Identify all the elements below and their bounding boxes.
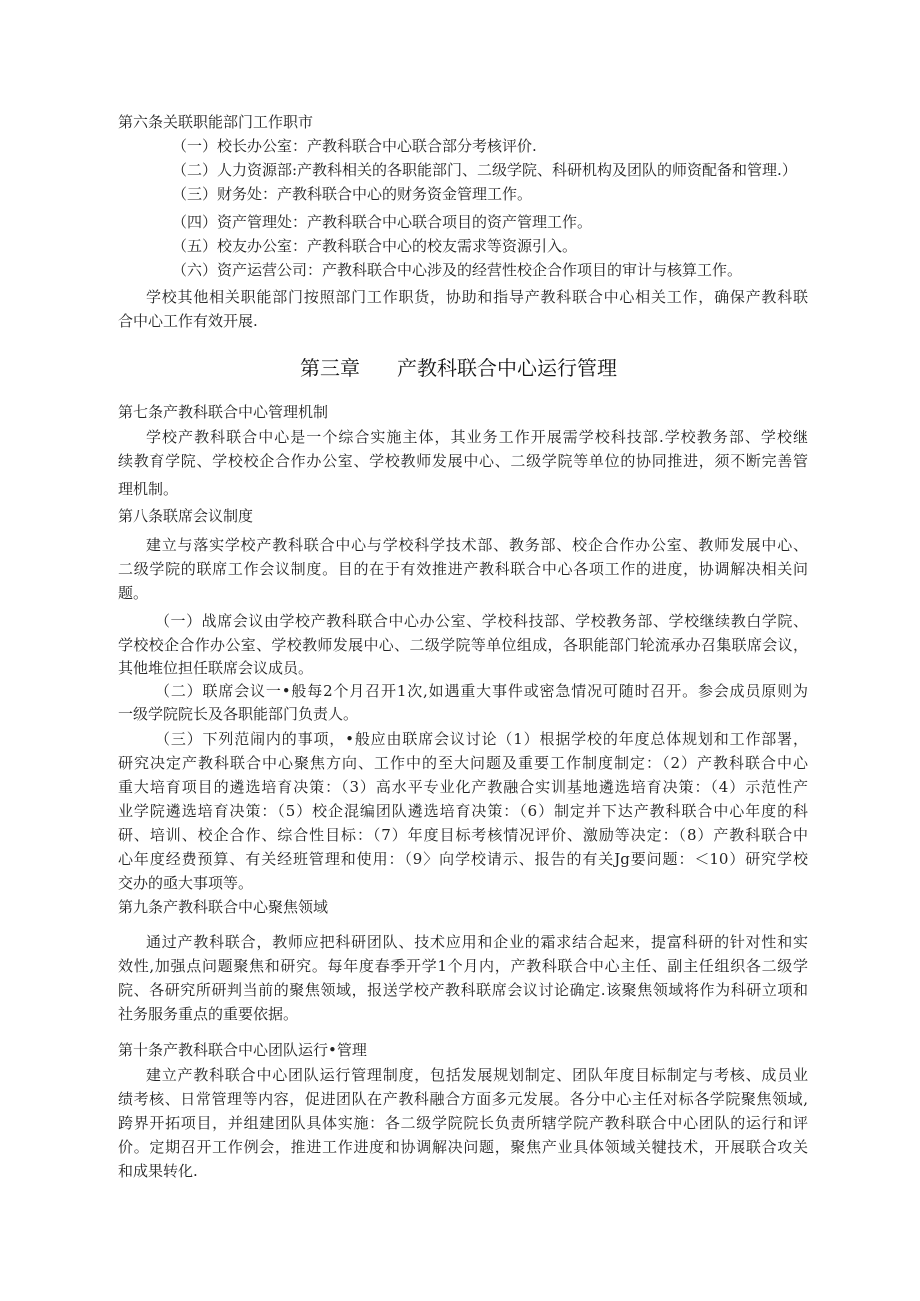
text-line: （四）资产管理处：产教科联合中心联合项目的资产管理工作。 — [172, 213, 593, 231]
text-line: 建立产教科联合中心团队运行管理制度，包括发展规划制定、团队年度目标制定与考核、成员业 — [146, 1066, 808, 1084]
text-line: 学校校企合作办公室、学校教师发展中心、二级学院等单位组成，各职能部门轮流承办召集联席会议， — [118, 636, 808, 654]
text-line: 合中心工作有效开展. — [118, 312, 258, 330]
text-line: 院、各研究所研判当前的聚焦领域，报送学校产教科联席会议讨论确定.该聚焦领域将作为科研立项和 — [118, 981, 808, 999]
text-line: 研、培训、校企合作、综合性目标：（7）年度目标考核情况评价、激励等决定：（8）产教科联合中 — [118, 826, 808, 844]
article-heading: 第九条产教科联合中心聚焦领域 — [118, 898, 329, 916]
text-line: 心年度经费预算、有关经班管理和使用：（9〉向学校请示、报告的有关Jg要问题：＜10）研究学校 — [118, 850, 808, 868]
text-line: 研究决定产教科联合中心聚焦方向、工作中的至大问题及重要工作制度制定：（2）产教科联合中心 — [118, 754, 808, 772]
text-line: 学校其他相关职能部门按照部门工作职货，协助和指导产教科联合中心相关工作，确保产教科联 — [146, 288, 808, 306]
text-line: （二）人力资源部:产教科相关的各职能部门、二级学院、科研机构及团队的师资配备和管理.） — [172, 161, 797, 179]
text-line: （一）校长办公室：产教科联合中心联合部分考核评价. — [172, 137, 537, 155]
text-line: 跨界开拓项目，并组建团队具体实施：各二级学院院长负责所辖学院产教科联合中心团队的运行和评 — [118, 1114, 808, 1132]
text-line: 续教育学院、学校校企合作办公室、学校教师发展中心、二级学院等单位的协同推进，须不断完善管 — [118, 452, 808, 470]
article-heading: 第七条产教科联合中心管理机制 — [118, 403, 329, 421]
text-line: （三）下列范闹内的事项，•般应由联席会议讨论（1）根据学校的年度总体规划和工作部署， — [155, 730, 808, 748]
article-heading: 第六条关联职能部门工作职市 — [118, 113, 314, 131]
text-line: （二）联席会议一•般每2个月召开1次,如遇重大事件或密急情况可随时召开。参会成员原则为 — [155, 682, 808, 700]
text-line: 绩考核、日常管理等内容，促进团队在产教科融合方面多元发展。各分中心主任对标各学院聚焦领域, — [118, 1090, 808, 1108]
text-line: 一级学院院长及各职能部门负责人。 — [118, 705, 359, 723]
text-line: 效性,加强点问题聚焦和研究。每年度春季开学1个月内，产教科联合中心主任、副主任组织各二级学 — [118, 957, 808, 975]
text-line: 社务服务重点的重要依据。 — [118, 1005, 299, 1023]
article-heading: 第十条产教科联合中心团队运行•管理 — [118, 1041, 367, 1059]
article-heading: 第八条联席会议制度 — [118, 507, 254, 525]
text-line: 业学院遴选培育决策：（5）校企混编团队遴选培育决策：（6）制定并下达产教科联合中心年度的科 — [118, 802, 808, 820]
text-line: （三）财务处：产教科联合中心的财务资金管理工作。 — [172, 185, 533, 203]
chapter-title: 产教科联合中心运行管理 — [397, 356, 617, 380]
text-line: 价。定期召开工作例会，推进工作进度和协调解决问题，聚焦产业具体领域关犍技术，开展联合攻关 — [118, 1138, 808, 1156]
text-line: 重大培育项目的遴选培育决策：（3）高水平专业化产教融合实训基地遴选培育决策：（4）示范性产 — [118, 778, 808, 796]
text-line: 建立与落实学校产教科联合中心与学校科学技术部、教务部、校企合作办公室、教师发展中心、 — [146, 536, 808, 554]
text-line: 理机制。 — [118, 480, 179, 498]
text-line: （一）战席会议由学校产教科联合中心办公室、学校科技部、学校教务部、学校继续教白学院、 — [155, 612, 808, 630]
text-line: （六）资产运营公司：产教科联合中心涉及的经营性校企合作项目的审计与核算工作。 — [172, 261, 743, 279]
text-line: 其他堆位担任联席会议成员。 — [118, 659, 314, 677]
text-line: 和成果转化. — [118, 1162, 198, 1180]
text-line: 通过产教科联合，教师应把科研团队、技术应用和企业的霜求结合起来，提富科研的针对性和实 — [146, 933, 808, 951]
chapter-number: 第三章 — [300, 356, 360, 380]
text-line: （五）校友办公室：产教科联合中心的校友需求等资源引入。 — [172, 237, 578, 255]
text-line: 交办的亟大事项等。 — [118, 874, 254, 892]
text-line: 学校产教科联合中心是一个综合实施主体，其业务工作开展需学校科技部.学校教务部、学校继 — [146, 428, 808, 446]
text-line: 题。 — [118, 584, 149, 602]
text-line: 二级学院的联席工作会议制度。目的在于有效推进产教科联合中心各项工作的进度，协调解决相关问 — [118, 560, 808, 578]
